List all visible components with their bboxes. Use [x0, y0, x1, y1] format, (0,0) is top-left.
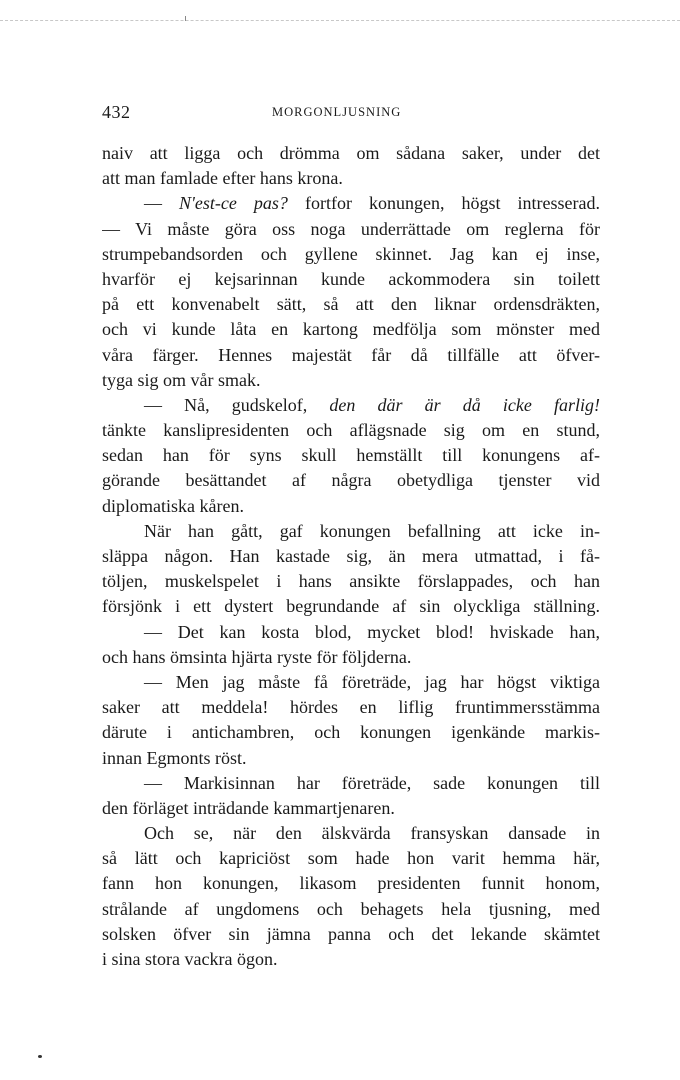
- text-line: naiv att ligga och drömma om sådana saker, under det: [102, 143, 600, 163]
- text-line: solsken öfver sin jämna panna och det lekande skämtet: [102, 923, 600, 944]
- text-line: Och se, när den älskvärda fransyskan dansade in: [144, 823, 600, 844]
- text-line: våra färger. Hennes majestät får då tillfälle att öfver-: [102, 344, 600, 365]
- text-line: — Markisinnan har företräde, sade konungen till: [144, 772, 600, 793]
- text-line: — Vi måste göra oss noga underrättade om reglerna för: [102, 218, 600, 239]
- text-line: [102, 393, 600, 418]
- top-scan-edge-rule: [0, 20, 680, 21]
- text-line: i sina stora vackra ögon.: [102, 949, 278, 969]
- text-line: och vi kunde låta en kartong medfölja som mönster med: [102, 319, 600, 340]
- text-line: saker att meddela! hördes en liflig fruntimmersstämma: [102, 697, 600, 718]
- text-line: därute i antichambren, och konungen igenkände markis-: [102, 722, 600, 743]
- running-title: MORGONLJUSNING: [272, 105, 402, 119]
- text-line: — Det kan kosta blod, mycket blod! hviskade han,: [144, 621, 600, 642]
- text-line: släppa någon. Han kastade sig, än mera utmattad, i få-: [102, 546, 600, 566]
- margin-speck: [38, 1055, 42, 1058]
- text-line: töljen, muskelspelet i hans ansikte förslappades, och han: [102, 571, 600, 592]
- text-line: innan Egmonts röst.: [102, 747, 247, 768]
- text-line: strålande af ungdomens och behagets hela tjusning, med: [102, 898, 600, 919]
- page-number: 432: [102, 102, 131, 122]
- text-line: — Men jag måste få företräde, jag har högst viktiga: [144, 671, 600, 692]
- text-line: När han gått, gaf konungen befallning att icke in-: [144, 520, 600, 541]
- text-line: görande besättandet af några obetydliga tjenster vid: [102, 470, 600, 491]
- text-line: diplomatiska kåren.: [102, 495, 244, 516]
- text-line: så lätt och kapriciöst som hade hon varit hemma här,: [102, 848, 600, 869]
- text-line: sedan han för syns skull hemställt till konungens af-: [102, 445, 600, 466]
- body-text: [102, 141, 600, 972]
- page-header: [102, 102, 600, 122]
- text-line: hvarför ej kejsarinnan kunde ackommodera sin toilett: [102, 268, 600, 289]
- text-line: [102, 191, 600, 216]
- text-line: på ett konvenabelt sätt, så att den liknar ordensdräkten,: [102, 294, 600, 315]
- text-line: att man famlade efter hans krona.: [102, 168, 343, 189]
- text-line: tänkte kanslipresidenten och aflägsnade sig om en stund,: [102, 420, 600, 441]
- line-text-pre: —: [144, 193, 180, 214]
- italic-phrase: den där är då icke farlig!: [329, 394, 600, 415]
- text-line: strumpebandsorden och gyllene skinnet. Jag kan ej inse,: [102, 243, 600, 264]
- top-scan-tick-mark: [185, 16, 186, 21]
- italic-phrase: N'est-ce pas?: [179, 193, 288, 214]
- text-line: den förläget inträdande kammartjenaren.: [102, 797, 395, 818]
- text-line: fann hon konungen, likasom presidenten funnit honom,: [102, 873, 600, 894]
- text-line: tyga sig om vår smak.: [102, 369, 261, 390]
- text-line: försjönk i ett dystert begrundande af sin olyckliga ställning.: [102, 596, 600, 617]
- line-text-post: fortfor konungen, högst intresserad.: [287, 193, 600, 214]
- text-line: och hans ömsinta hjärta ryste för följderna.: [102, 646, 412, 667]
- line-text-pre: — Nå, gudskelof,: [144, 394, 330, 415]
